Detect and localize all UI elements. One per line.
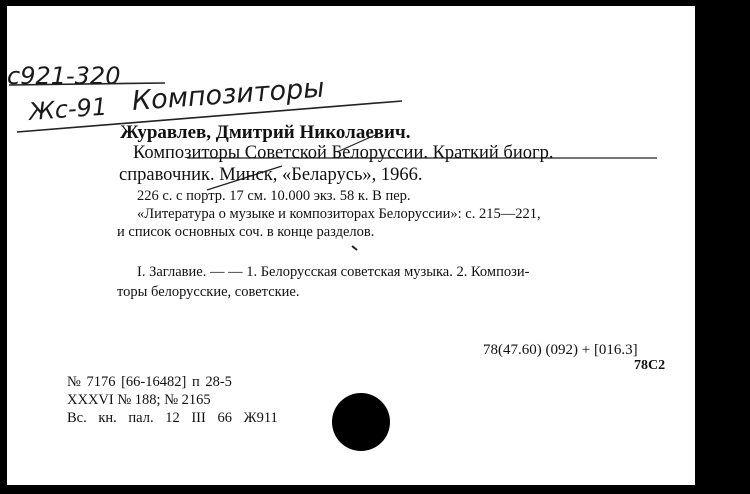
handwritten-subject: Композиторы (130, 72, 326, 117)
subject-headings-line-2: торы белорусские, советские. (117, 284, 300, 300)
handwritten-call-number: c921-320 (7, 62, 121, 90)
handwritten-shelf-code: Жс-91 (28, 92, 109, 126)
registry-line-3: Вс. кн. пал. 12 III 66 Ж911 (67, 410, 278, 426)
title-line-1: Композиторы Советской Белоруссии. Краткий биогр. (133, 143, 554, 163)
classification-index: 78(47.60) (092) + [016.3] (483, 342, 638, 358)
registry-line-1: № 7176 [66-16482] п 28-5 (67, 374, 232, 390)
subject-headings-line-1: I. Заглавие. — — 1. Белорусская советская музыка. 2. Компози- (137, 264, 530, 280)
catalog-card (7, 6, 695, 485)
title-line-2: справочник. Минск, «Беларусь», 1966. (119, 165, 423, 185)
author-heading: Журавлев, Дмитрий Николаевич. (120, 122, 411, 143)
card-punch-hole (332, 393, 390, 451)
bibliography-note-line-1: «Литература о музыке и композиторах Белоруссии»: с. 215—221, (137, 206, 541, 222)
author-mark: 78С2 (634, 358, 666, 373)
physical-description: 226 с. с портр. 17 см. 10.000 экз. 58 к. В пер. (137, 188, 411, 204)
registry-line-2: XXXVI № 188; № 2165 (67, 392, 211, 408)
bibliography-note-line-2: и список основных соч. в конце разделов. (117, 224, 375, 240)
